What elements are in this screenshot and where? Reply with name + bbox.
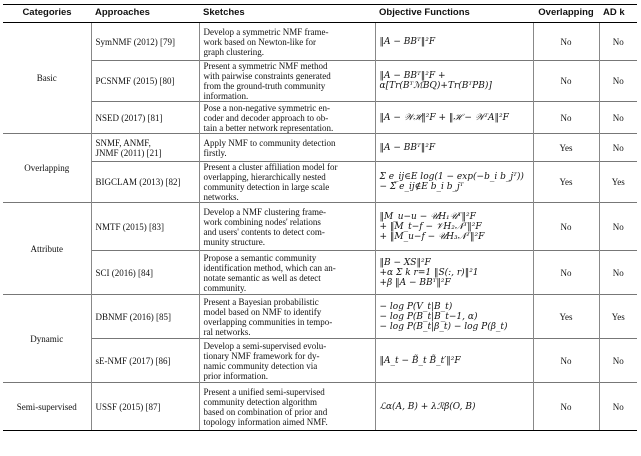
overlapping-cell: Yes xyxy=(533,162,599,203)
sketch-line: Present a symmetric NMF method xyxy=(203,61,328,71)
sketch-cell xyxy=(199,162,375,203)
table-row xyxy=(3,203,637,251)
table-row xyxy=(3,102,637,134)
category-cell: Overlapping xyxy=(3,134,91,203)
ad-k-cell: No xyxy=(599,23,637,61)
ad-k-cell: No xyxy=(599,383,637,431)
ad-k-cell: Yes xyxy=(599,162,637,203)
table-row xyxy=(3,383,637,431)
sketch-line: based on combination of prior and xyxy=(203,406,328,417)
approach-line: SymNMF (2012) [79] xyxy=(95,36,176,47)
objective-line: ‖A_t − B̃_t B̃_t′‖²F xyxy=(379,355,461,366)
header-row xyxy=(3,5,637,23)
objective-line: − log P(V_t|B_t) xyxy=(379,301,453,312)
table-row xyxy=(3,295,637,339)
objective-line: − log P(B_t|B_t−1, α) xyxy=(379,311,478,322)
sketch-line: prior information. xyxy=(203,370,268,381)
sketch-line: community detection in large scale xyxy=(203,182,330,192)
sketch-line: from the ground-truth community xyxy=(203,81,326,91)
sketch-line: munity structure. xyxy=(203,236,265,247)
objective-cell xyxy=(375,339,533,383)
sketch-line: Present a Bayesian probabilistic xyxy=(203,296,319,307)
objective-cell xyxy=(375,23,533,61)
category-cell: Dynamic xyxy=(3,295,91,383)
sketch-line: with pairwise constraints generated xyxy=(203,71,331,81)
overlapping-cell: Yes xyxy=(533,134,599,162)
objective-line: + ‖M_u−f − 𝒰H₃𝒩ᵀ‖²F xyxy=(379,231,485,242)
approach-line: SNMF, ANMF, xyxy=(95,137,151,148)
sketch-line: Apply NMF to community detection xyxy=(203,137,336,148)
overlapping-cell: No xyxy=(533,61,599,102)
approach-line: USSF (2015) [87] xyxy=(95,401,161,412)
approach-line: NMTF (2015) [83] xyxy=(95,221,164,232)
sketch-line: tain a better network representation. xyxy=(203,122,334,133)
objective-line: − Σ e_ij∉E b_i b_jᵀ xyxy=(379,182,464,192)
sketch-line: Propose a semantic community xyxy=(203,252,317,263)
table-row xyxy=(3,134,637,162)
ad-k-cell: No xyxy=(599,251,637,295)
approach-line: BIGCLAM (2013) [82] xyxy=(95,177,181,187)
objective-line: α[Tr(BᵀℳBQ)+Tr(BᵀPB)] xyxy=(379,81,492,91)
sketch-line: Present a cluster affiliation model for xyxy=(203,162,338,172)
approach-cell xyxy=(91,102,199,134)
category-cell: Semi-supervised xyxy=(3,383,91,431)
objective-cell xyxy=(375,251,533,295)
sketch-line: information. xyxy=(203,91,249,101)
objective-cell xyxy=(375,203,533,251)
approach-cell xyxy=(91,251,199,295)
overlapping-cell: No xyxy=(533,251,599,295)
sketch-cell xyxy=(199,295,375,339)
approach-line: sE-NMF (2017) [86] xyxy=(95,355,171,366)
table-row xyxy=(3,61,637,102)
table-body xyxy=(3,23,637,431)
sketch-line: identification method, which can an- xyxy=(203,262,336,273)
approach-line: DBNMF (2016) [85] xyxy=(95,311,171,322)
ad-k-cell: No xyxy=(599,61,637,102)
overlapping-cell: No xyxy=(533,23,599,61)
sketch-line: work combining nodes' relations xyxy=(203,216,321,227)
sketch-line: Present a unified semi-supervised xyxy=(203,386,325,397)
sketch-line: Develop a symmetric NMF frame- xyxy=(203,26,329,37)
objective-line: ‖B − XS‖²F xyxy=(379,257,431,268)
header-ad-k: AD k xyxy=(599,5,637,23)
approach-cell xyxy=(91,339,199,383)
objective-cell xyxy=(375,295,533,339)
ad-k-cell: No xyxy=(599,203,637,251)
objective-line: ‖A − 𝒲ℋ‖²F + ‖ℋ − 𝒲ᵀA‖²F xyxy=(379,112,509,123)
sketch-line: namic community detection via xyxy=(203,360,318,371)
objective-cell xyxy=(375,383,533,431)
sketch-line: and users' contents to detect com- xyxy=(203,226,325,237)
approach-cell xyxy=(91,383,199,431)
sketch-line: Develop a semi-supervised evolu- xyxy=(203,340,327,351)
ad-k-cell: No xyxy=(599,102,637,134)
overlapping-cell: Yes xyxy=(533,295,599,339)
sketch-line: notate semantic as well as detect xyxy=(203,272,321,283)
objective-line: +α Σ k r=1 ‖S(:, r)‖²1 xyxy=(379,267,479,278)
approach-cell xyxy=(91,134,199,162)
header-categories: Categories xyxy=(3,5,91,23)
nmf-approaches-table xyxy=(3,4,637,431)
category-cell: Basic xyxy=(3,23,91,134)
overlapping-cell: No xyxy=(533,102,599,134)
sketch-line: community detection algorithm xyxy=(203,396,317,407)
sketch-cell xyxy=(199,102,375,134)
approach-cell xyxy=(91,162,199,203)
category-cell: Attribute xyxy=(3,203,91,295)
objective-cell xyxy=(375,134,533,162)
header-overlapping: Overlapping xyxy=(533,5,599,23)
ad-k-cell: Yes xyxy=(599,295,637,339)
sketch-line: coder and decoder approach to ob- xyxy=(203,112,329,123)
overlapping-cell: No xyxy=(533,203,599,251)
objective-line: ℒα(A, B) + λℛβ(O, B) xyxy=(379,401,476,412)
sketch-line: community. xyxy=(203,282,247,293)
sketch-cell xyxy=(199,339,375,383)
objective-cell xyxy=(375,102,533,134)
objective-cell xyxy=(375,162,533,203)
sketch-line: ral networks. xyxy=(203,326,251,337)
sketch-line: overlapping communities in tempo- xyxy=(203,316,333,327)
sketch-line: Pose a non-negative symmetric en- xyxy=(203,102,330,113)
sketch-line: topology information aimed NMF. xyxy=(203,416,328,427)
approach-line: SCI (2016) [84] xyxy=(95,267,153,278)
approach-line: NSED (2017) [81] xyxy=(95,112,163,123)
approach-cell xyxy=(91,61,199,102)
ad-k-cell: No xyxy=(599,134,637,162)
sketch-cell xyxy=(199,383,375,431)
table-row xyxy=(3,162,637,203)
sketch-line: work based on Newton-like for xyxy=(203,36,316,47)
sketch-line: tionary NMF framework for dy- xyxy=(203,350,320,361)
objective-line: ‖M_u−u − 𝒰H₁𝒰ᵀ‖²F xyxy=(379,211,476,222)
sketch-cell xyxy=(199,23,375,61)
approach-cell xyxy=(91,295,199,339)
approach-cell xyxy=(91,203,199,251)
objective-line: Σ e_ij∈E log(1 − exp(−b_i b_jᵀ)) xyxy=(379,172,524,182)
table-row xyxy=(3,23,637,61)
table-row xyxy=(3,339,637,383)
objective-line: +β ‖A − BBᵀ‖²F xyxy=(379,277,451,288)
sketch-line: graph clustering. xyxy=(203,46,264,57)
approach-line: PCSNMF (2015) [80] xyxy=(95,76,175,86)
overlapping-cell: No xyxy=(533,339,599,383)
sketch-cell xyxy=(199,134,375,162)
sketch-line: networks. xyxy=(203,192,239,202)
table-row xyxy=(3,251,637,295)
sketch-cell xyxy=(199,251,375,295)
sketch-cell xyxy=(199,61,375,102)
sketch-line: Develop a NMF clustering frame- xyxy=(203,206,326,217)
sketch-line: firstly. xyxy=(203,147,227,158)
header-approaches: Approaches xyxy=(91,5,199,23)
objective-line: − log P(B_t|β_t) − log P(β_t) xyxy=(379,321,508,332)
sketch-line: overlapping, hierarchically nested xyxy=(203,172,326,182)
sketch-line: model based on NMF to identify xyxy=(203,306,322,317)
header-sketches: Sketches xyxy=(199,5,375,23)
approach-line: JNMF (2011) [21] xyxy=(95,147,162,158)
objective-line: ‖A − BBᵀ‖²F xyxy=(379,36,436,47)
header-objective-functions: Objective Functions xyxy=(375,5,533,23)
sketch-cell xyxy=(199,203,375,251)
overlapping-cell: No xyxy=(533,383,599,431)
approach-cell xyxy=(91,23,199,61)
objective-line: + ‖M_t−f − 𝒱H₂𝒩ᵀ‖²F xyxy=(379,221,482,232)
objective-line: ‖A − BBᵀ‖²F + xyxy=(379,71,446,81)
objective-line: ‖A − BBᵀ‖²F xyxy=(379,142,436,153)
ad-k-cell: No xyxy=(599,339,637,383)
objective-cell xyxy=(375,61,533,102)
